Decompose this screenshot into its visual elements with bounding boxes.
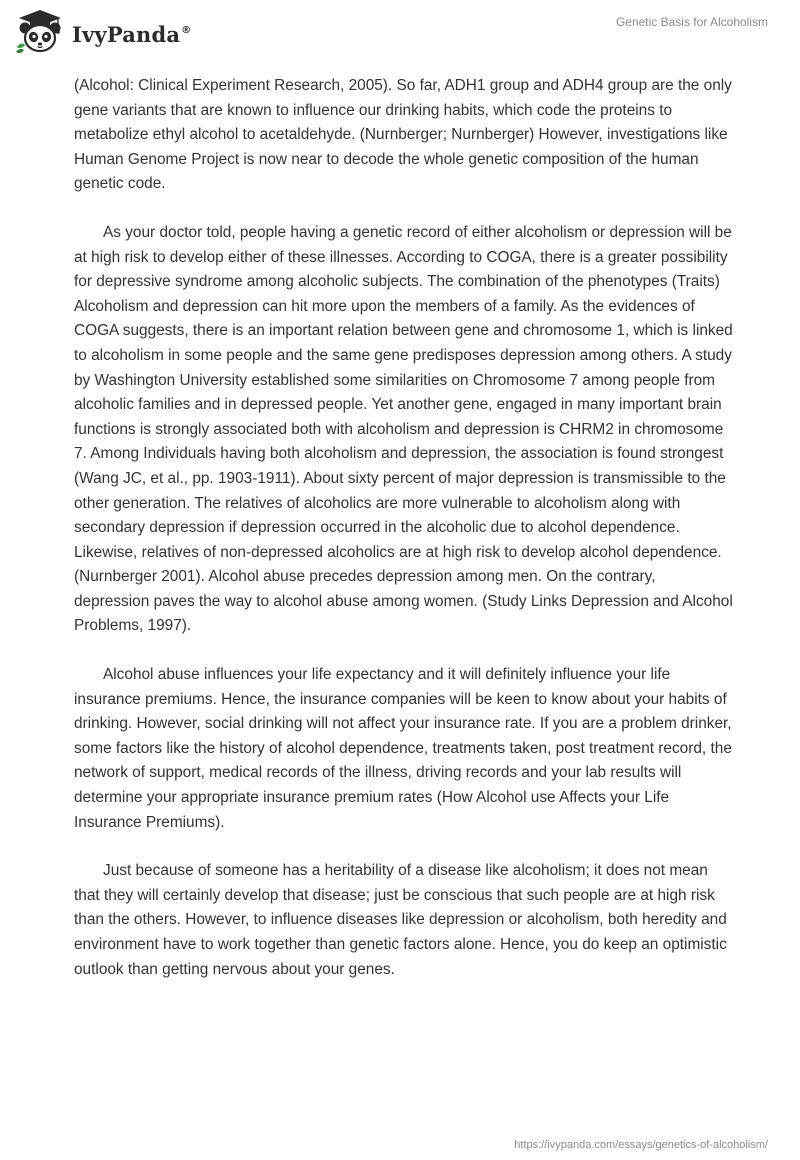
paragraph-continuation: (Alcohol: Clinical Experiment Research, 2005). So far, ADH1 group and ADH4 group are the only gene variants that are known to influence our drinking habits, which code the proteins to metabolize ethyl alcohol to acetaldehyde. (Nurnberger; Nurnberger) However, investigations like Human Genome Project is now near to decode the whole genetic composition of the human genetic code. — [74, 77, 732, 193]
source-url[interactable]: https://ivypanda.com/essays/genetics-of-alcoholism/ — [514, 1139, 768, 1151]
panda-graduate-icon — [14, 9, 66, 55]
paragraph-conclusion: Just because of someone has a heritability of a disease like alcoholism; it does not mean that they will certainly develop that disease; just be conscious that such people are at high risk than the others. However, to influence diseases like depression or alcoholism, both heredity and environment have to work together than genetic factors alone. Hence, you do keep an optimistic outlook than getting nervous about your genes. — [74, 862, 727, 978]
essay-body — [74, 74, 734, 1006]
paragraph-insurance: Alcohol abuse influences your life expectancy and it will definitely influence your life insurance premiums. Hence, the insurance companies will be keen to know about your habits of drinking. However, social drinking will not affect your insurance rate. If you are a problem drinker, some factors like the history of alcohol dependence, treatments taken, post treatment record, the network of support, medical records of the illness, driving records and your lab results will determine your appropriate insurance premium rates (How Alcohol use Affects your Life Insurance Premiums). — [74, 666, 732, 831]
page-header — [0, 0, 800, 70]
brand-registered-mark: ® — [181, 24, 192, 36]
brand-name: IvyPanda® — [72, 21, 192, 47]
document-title: Genetic Basis for Alcoholism — [615, 15, 768, 29]
brand-logo[interactable] — [14, 9, 191, 55]
paragraph-depression: As your doctor told, people having a genetic record of either alcoholism or depression will be at high risk to develop either of these illnesses. According to COGA, there is a greater possibility for depressive syndrome among alcoholic subjects. The combination of the phenotypes (Traits) Alcoholism and depression can hit more upon the members of a family. As the evidences of COGA suggests, there is an important relation between gene and chromosome 1, which is linked to alcoholism in some people and the same gene predisposes depression among others. A study by Washington University established some similarities on Chromosome 7 among people from alcoholic families and in depressed people. Yet another gene, engaged in many important brain functions is strongly associated both with alcoholism and depression is CHRM2 in chromosome 7. Among Individuals having both alcoholism and depression, the association is found strongest (Wang JC, et al., pp. 1903-1911). About sixty percent of major depression is transmissible to the other generation. The relatives of alcoholics are more vulnerable to alcoholism along with secondary depression if depression occurred in the alcoholic due to alcohol dependence. Likewise, relatives of non-depressed alcoholics are at high risk to develop alcohol dependence. (Nurnberger 2001). Alcohol abuse precedes depression among men. On the contrary, depression paves the way to alcohol abuse among women. (Study Links Depression and Alcohol Problems, 1997). — [74, 223, 733, 635]
